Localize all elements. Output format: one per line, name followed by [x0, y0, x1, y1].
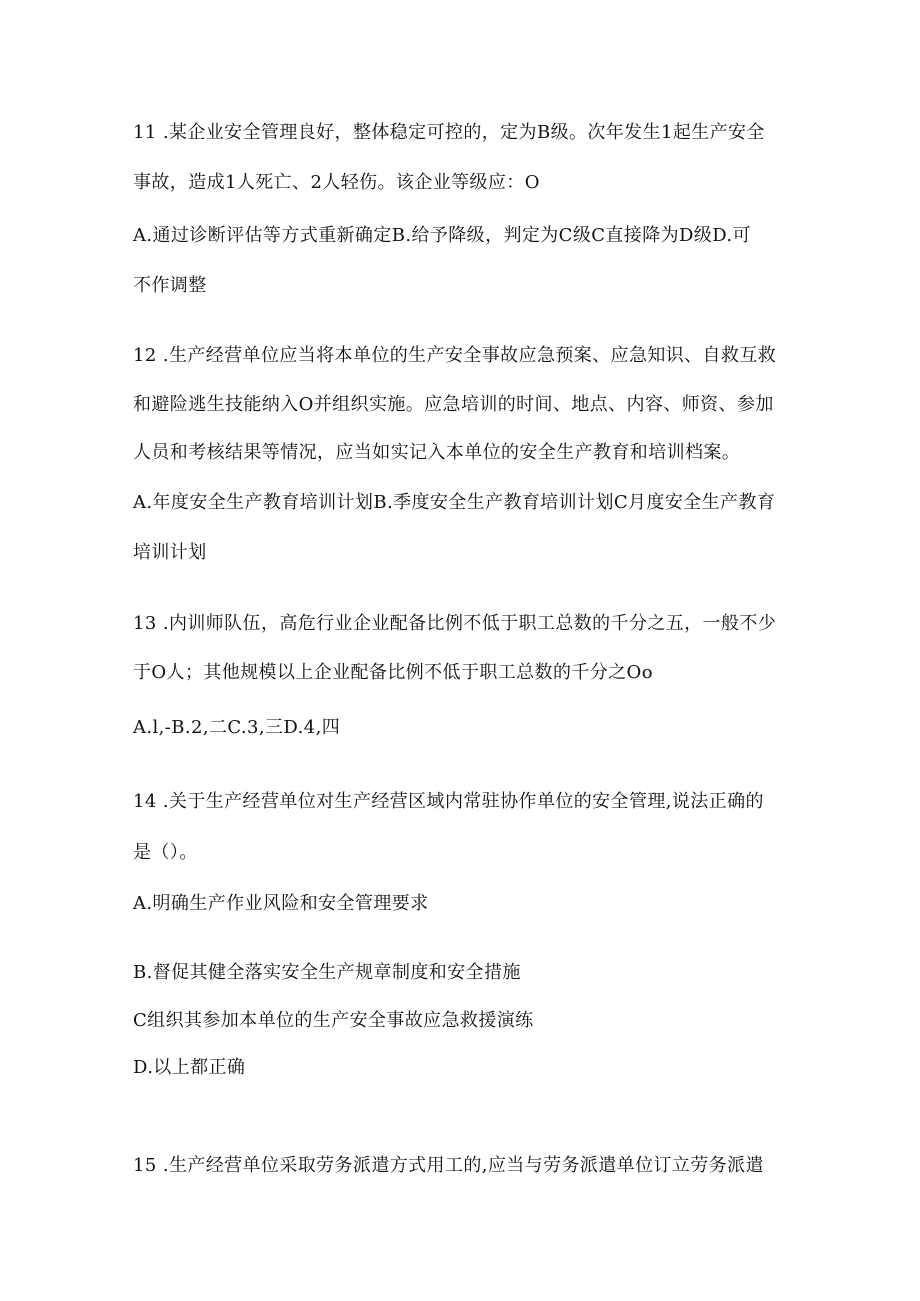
question-11-options-line-2: 不作调整 — [133, 275, 207, 296]
question-11-line-2: 事故，造成1人死亡、2人轻伤。该企业等级应：O — [133, 172, 540, 193]
question-11-line-1: 11 .某企业安全管理良好，整体稳定可控的，定为B级。次年发生1起生产安全 — [133, 122, 765, 143]
question-12-options-line-2: 培训计划 — [133, 542, 207, 563]
question-12-line-2: 和避险逃生技能纳入O并组织实施。应急培训的时间、地点、内容、师资、参加 — [133, 394, 774, 415]
question-14-option-b: B.督促其健全落实安全生产规章制度和安全措施 — [133, 962, 521, 983]
question-12-options-line-1: A.年度安全生产教育培训计划B.季度安全生产教育培训计划C月度安全生产教育 — [133, 492, 776, 513]
question-13-line-1: 13 .内训师队伍，高危行业企业配备比例不低于职工总数的千分之五，一般不少 — [133, 613, 777, 634]
question-14-option-c: C组织其参加本单位的生产安全事故应急救援演练 — [133, 1010, 534, 1031]
question-15-line-1: 15 .生产经营单位采取劳务派遣方式用工的,应当与劳务派遣单位订立劳务派遣 — [133, 1155, 764, 1176]
question-12-line-3: 人员和考核结果等情况，应当如实记入本单位的安全生产教育和培训档案。 — [133, 442, 741, 463]
question-13-line-2: 于O人；其他规模以上企业配备比例不低于职工总数的千分之Oo — [133, 662, 653, 683]
question-14-option-a: A.明确生产作业风险和安全管理要求 — [133, 893, 429, 914]
question-14-option-d: D.以上都正确 — [133, 1057, 246, 1078]
question-12-line-1: 12 .生产经营单位应当将本单位的生产安全事故应急预案、应急知识、自救互救 — [133, 345, 777, 366]
question-14-line-1: 14 .关于生产经营单位对生产经营区域内常驻协作单位的安全管理,说法正确的 — [133, 791, 764, 812]
question-11-options-line-1: A.通过诊断评估等方式重新确定B.给予降级，判定为C级C直接降为D级D.可 — [133, 225, 751, 246]
question-13-options-line-1: A.l,-B.2,二C.3,三D.4,四 — [133, 717, 341, 738]
question-14-line-2: 是（）。 — [133, 842, 198, 863]
